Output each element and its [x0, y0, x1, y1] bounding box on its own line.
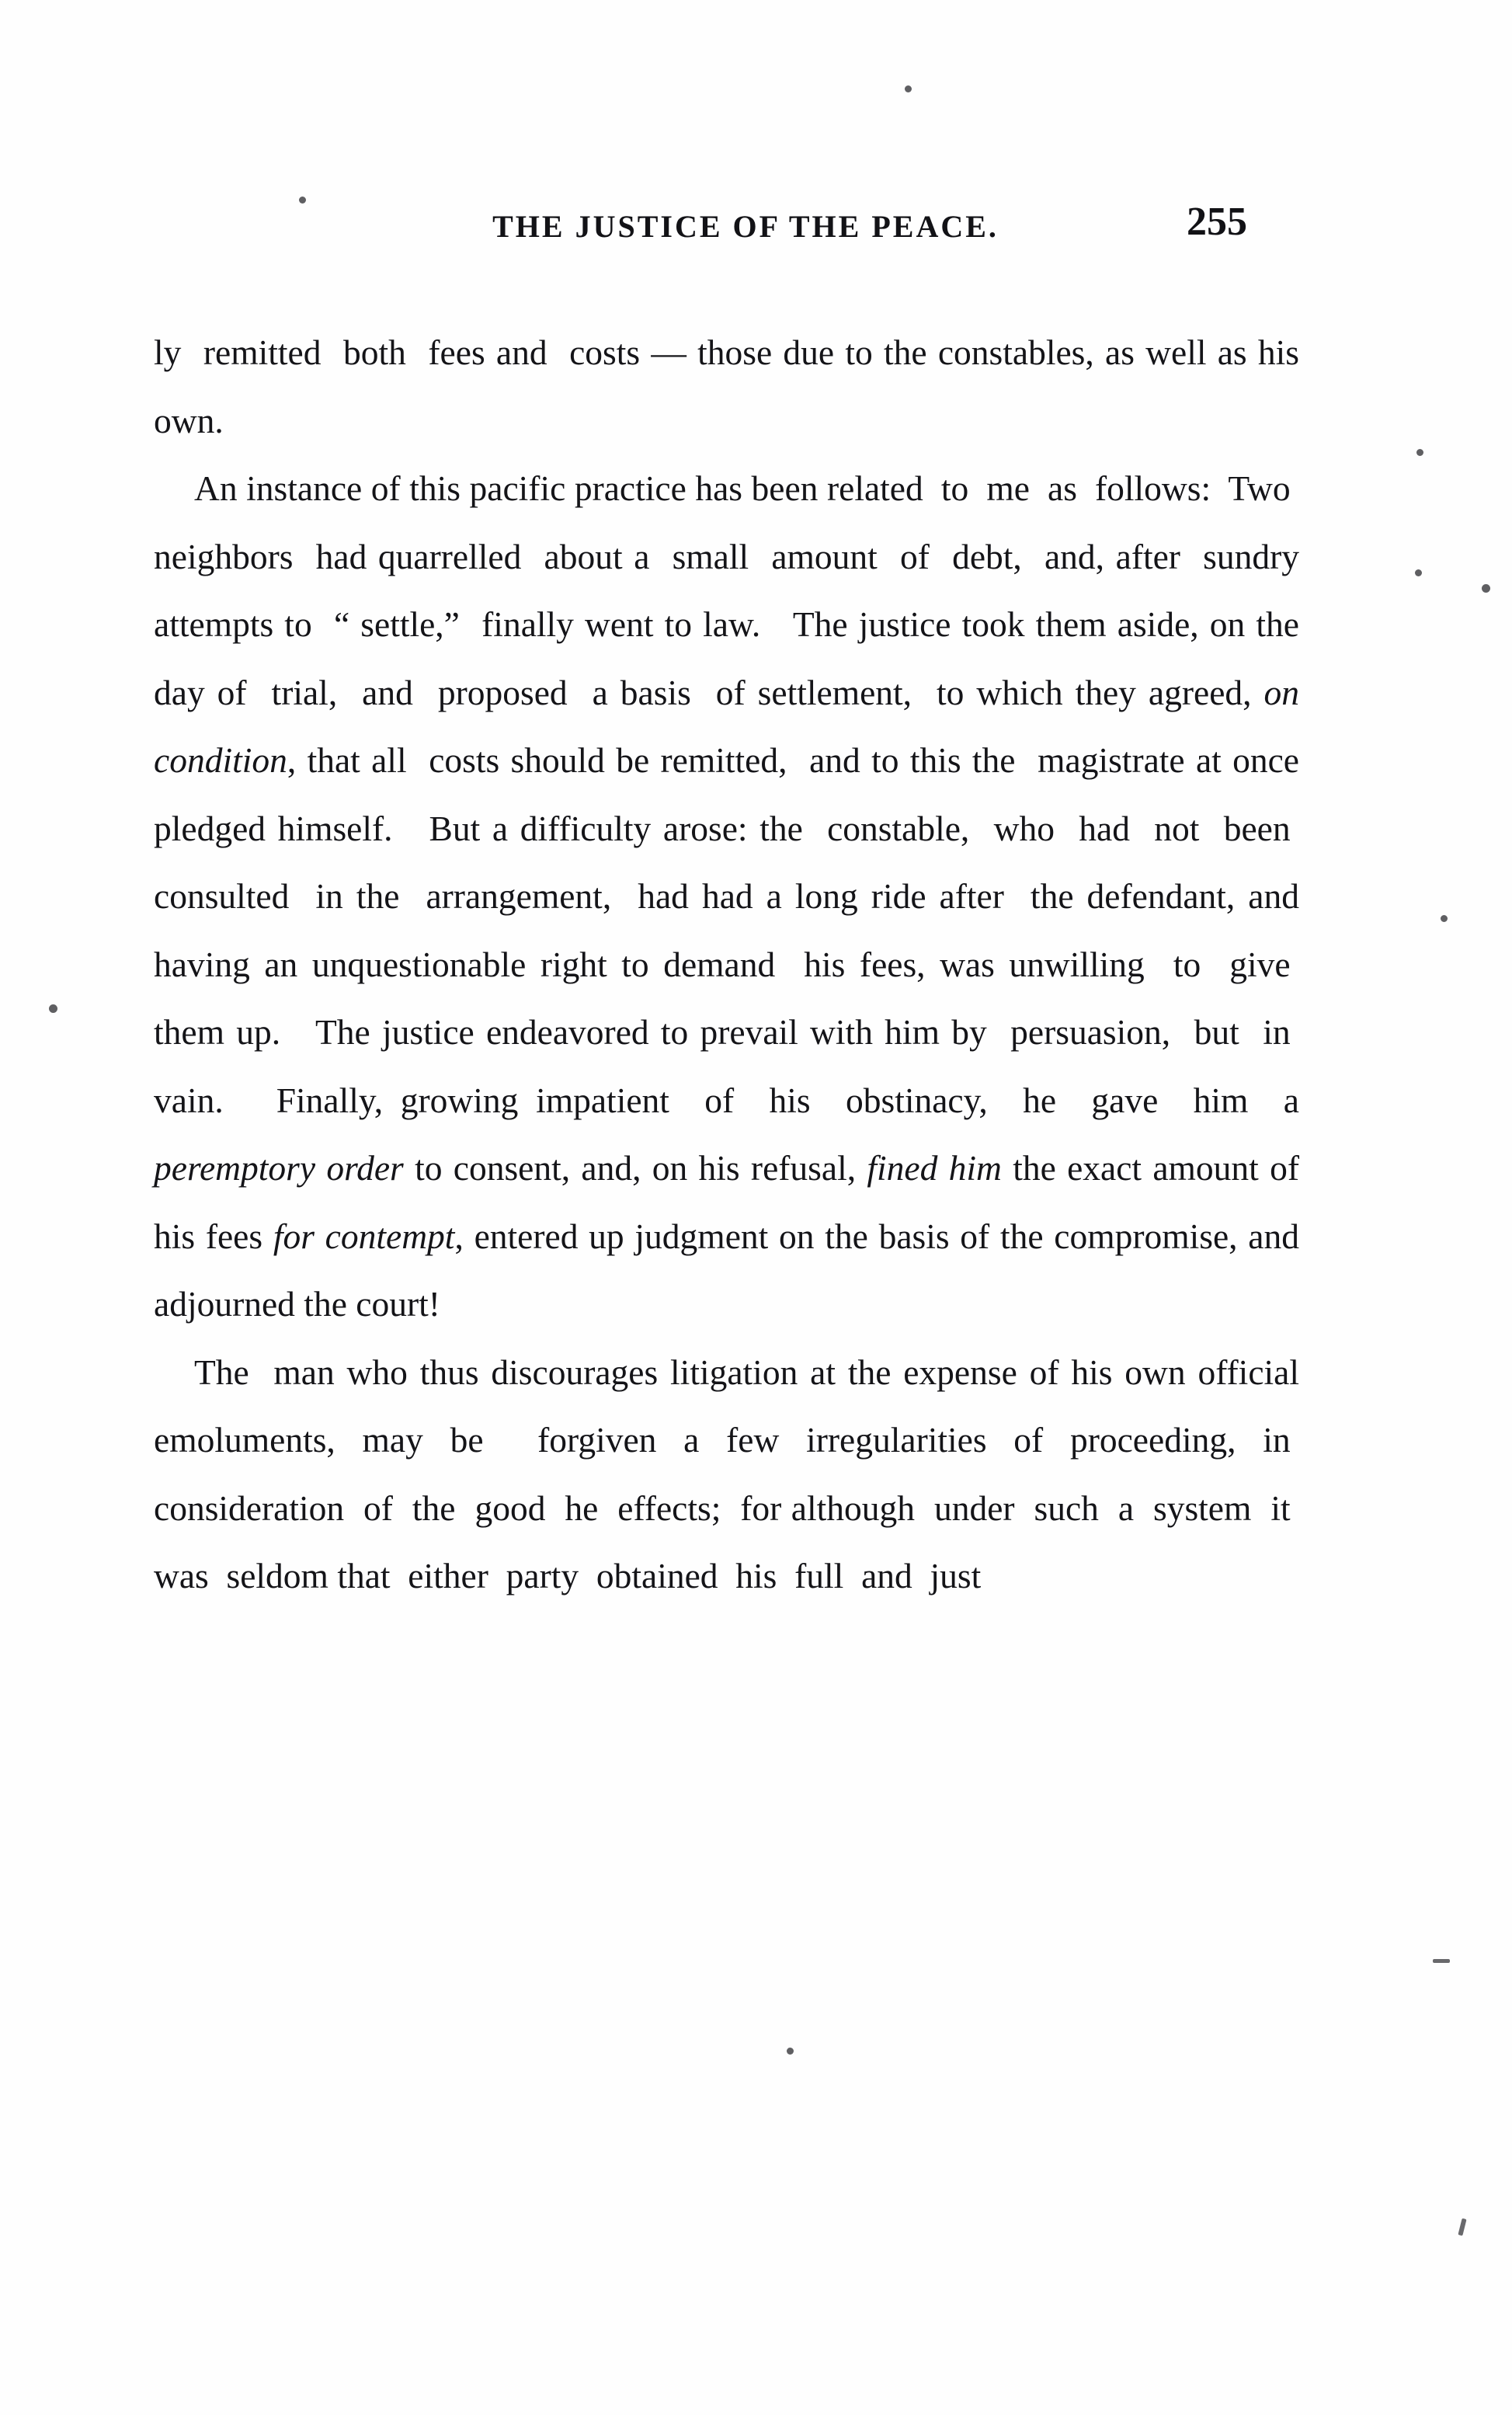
- body-text: [154, 318, 1299, 1610]
- page-speck: [299, 197, 306, 204]
- page-speck: [1458, 2218, 1466, 2236]
- page-speck: [787, 2048, 794, 2055]
- page-number: 255: [1187, 200, 1247, 244]
- paragraph-3: The man who thus discourages litigation at the expense of his own official emoluments, may be forgiven a few irregularities of proceeding, in consideration of the good he effects; for although under such a system it was seldom that either party obtained his full and just: [154, 1352, 1299, 1596]
- page-speck: [49, 1004, 57, 1013]
- page-speck: [1433, 1959, 1450, 1963]
- page-speck: [1416, 449, 1423, 456]
- page-speck: [1441, 915, 1448, 922]
- page-header: [0, 200, 1512, 263]
- page-speck: [1482, 584, 1490, 593]
- page-speck: [1415, 569, 1422, 576]
- paragraph-1: ly remitted both fees and costs — those due to the constables, as well as his own.: [154, 332, 1299, 440]
- page-speck: [905, 85, 912, 92]
- running-head: THE JUSTICE OF THE PEACE.: [492, 209, 999, 244]
- paragraph-2: An instance of this pacific practice has been related to me as follows: Two neighbors had quarrelled about a small amount of debt, and, after sundry attempts to “ settle,” finally went to law. The justice took them aside, on the day of trial, and proposed a basis of settlement, to which they agreed, on condition, that all costs should be remitted, and to this the magistrate at once pledged himself. But a difficulty arose: the constable, who had not been consulted in the arrangement, had had a long ride after the defendant, and having an unquestionable right to demand his fees, was unwilling to give them up. The justice endeavored to prevail with him by persuasion, but in vain. Finally, growing impatient of his obstinacy, he gave him a peremptory order to consent, and, on his refusal, fined him the exact amount of his fees for contempt, entered up judgment on the basis of the compromise, and adjourned the court!: [154, 468, 1299, 1324]
